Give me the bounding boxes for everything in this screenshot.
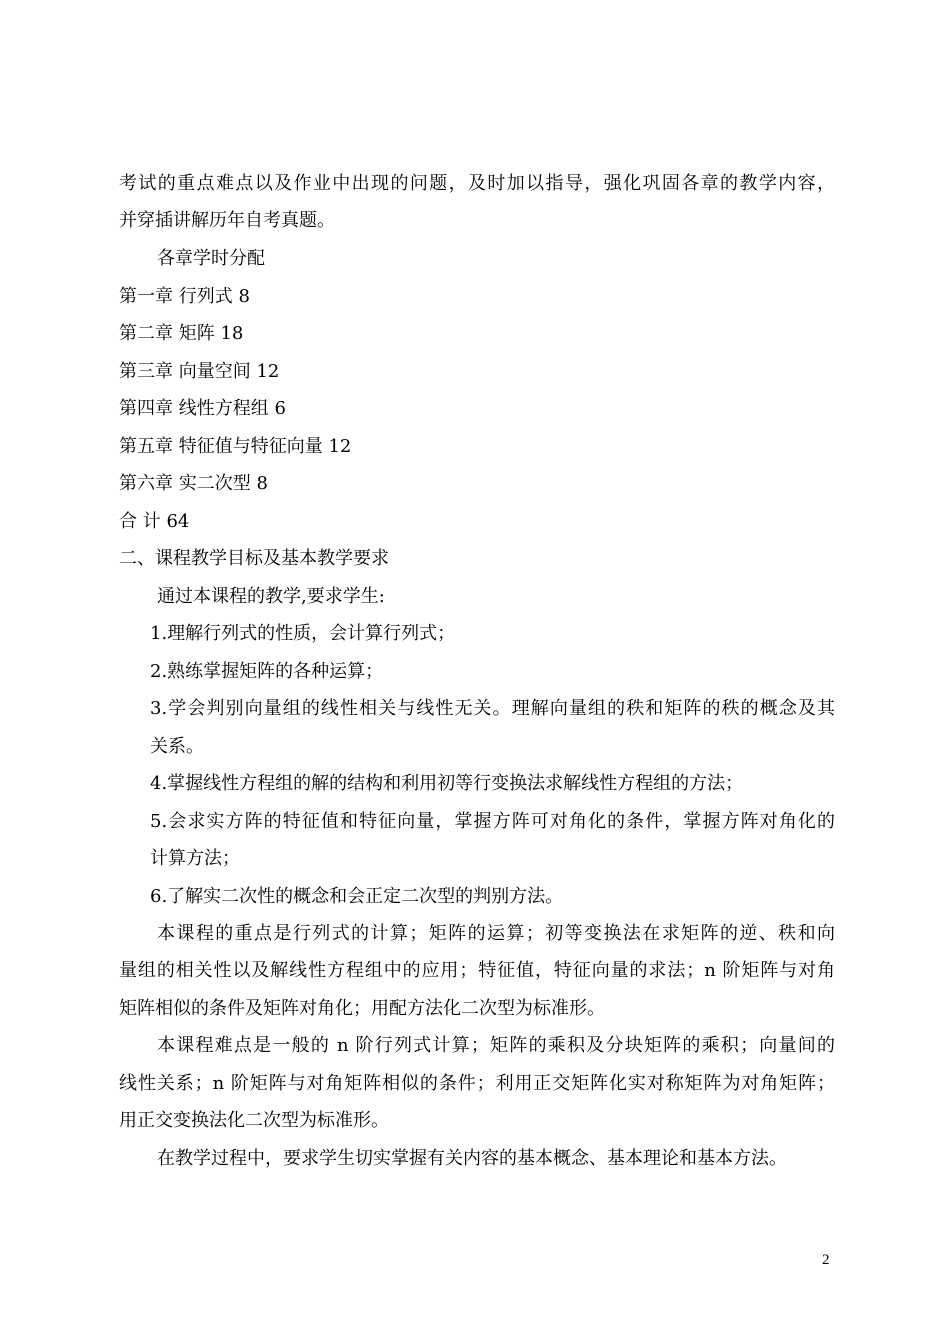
requirements-lead: 通过本课程的教学,要求学生: bbox=[157, 586, 385, 607]
difficulty-line-1: 本课程难点是一般的 n 阶行列式计算；矩阵的乘积及分块矩阵的乘积；向量间的 bbox=[157, 1035, 835, 1056]
chapter-4-hours: 第四章 线性方程组 6 bbox=[119, 398, 286, 419]
chapter-1-hours: 第一章 行列式 8 bbox=[119, 286, 250, 307]
total-hours: 合 计 64 bbox=[119, 511, 190, 532]
requirement-1: 1.理解行列式的性质，会计算行列式； bbox=[150, 623, 456, 644]
requirement-3-line-2: 关系。 bbox=[150, 736, 204, 757]
requirement-6: 6.了解实二次性的概念和会正定二次型的判别方法。 bbox=[150, 886, 564, 907]
focus-line-1: 本课程的重点是行列式的计算；矩阵的运算；初等变换法在求矩阵的逆、秩和向 bbox=[157, 923, 835, 944]
intro-line-1: 考试的重点难点以及作业中出现的问题，及时加以指导，强化巩固各章的教学内容， bbox=[119, 173, 835, 194]
requirement-3-line-1: 3.学会判别向量组的线性相关与线性无关。理解向量组的秩和矩阵的秩的概念及其 bbox=[150, 698, 835, 719]
requirement-5-line-1: 5.会求实方阵的特征值和特征向量，掌握方阵可对角化的条件，掌握方阵对角化的 bbox=[150, 811, 835, 832]
chapter-2-hours: 第二章 矩阵 18 bbox=[119, 323, 244, 344]
focus-line-3: 矩阵相似的条件及矩阵对角化；用配方法化二次型为标准形。 bbox=[119, 998, 605, 1019]
requirement-4: 4.掌握线性方程组的解的结构和利用初等行变换法求解线性方程组的方法； bbox=[150, 773, 744, 794]
intro-line-2: 并穿插讲解历年自考真题。 bbox=[119, 210, 335, 231]
section-2-title: 二、课程教学目标及基本教学要求 bbox=[119, 548, 389, 569]
page-number: 2 bbox=[822, 1252, 830, 1268]
chapter-6-hours: 第六章 实二次型 8 bbox=[119, 473, 268, 494]
focus-line-2: 量组的相关性以及解线性方程组中的应用；特征值，特征向量的求法；n 阶矩阵与对角 bbox=[119, 960, 835, 981]
chapter-5-hours: 第五章 特征值与特征向量 12 bbox=[119, 436, 352, 457]
requirement-2: 2.熟练掌握矩阵的各种运算； bbox=[150, 661, 384, 682]
difficulty-line-2: 线性关系；n 阶矩阵与对角矩阵相似的条件；利用正交矩阵化实对称矩阵为对角矩阵； bbox=[119, 1073, 835, 1094]
process-line-1: 在教学过程中，要求学生切实掌握有关内容的基本概念、基本理论和基本方法。 bbox=[157, 1148, 787, 1169]
requirement-5-line-2: 计算方法； bbox=[150, 848, 240, 869]
hours-heading: 各章学时分配 bbox=[157, 248, 265, 269]
chapter-3-hours: 第三章 向量空间 12 bbox=[119, 361, 280, 382]
difficulty-line-3: 用正交变换法化二次型为标准形。 bbox=[119, 1110, 389, 1131]
